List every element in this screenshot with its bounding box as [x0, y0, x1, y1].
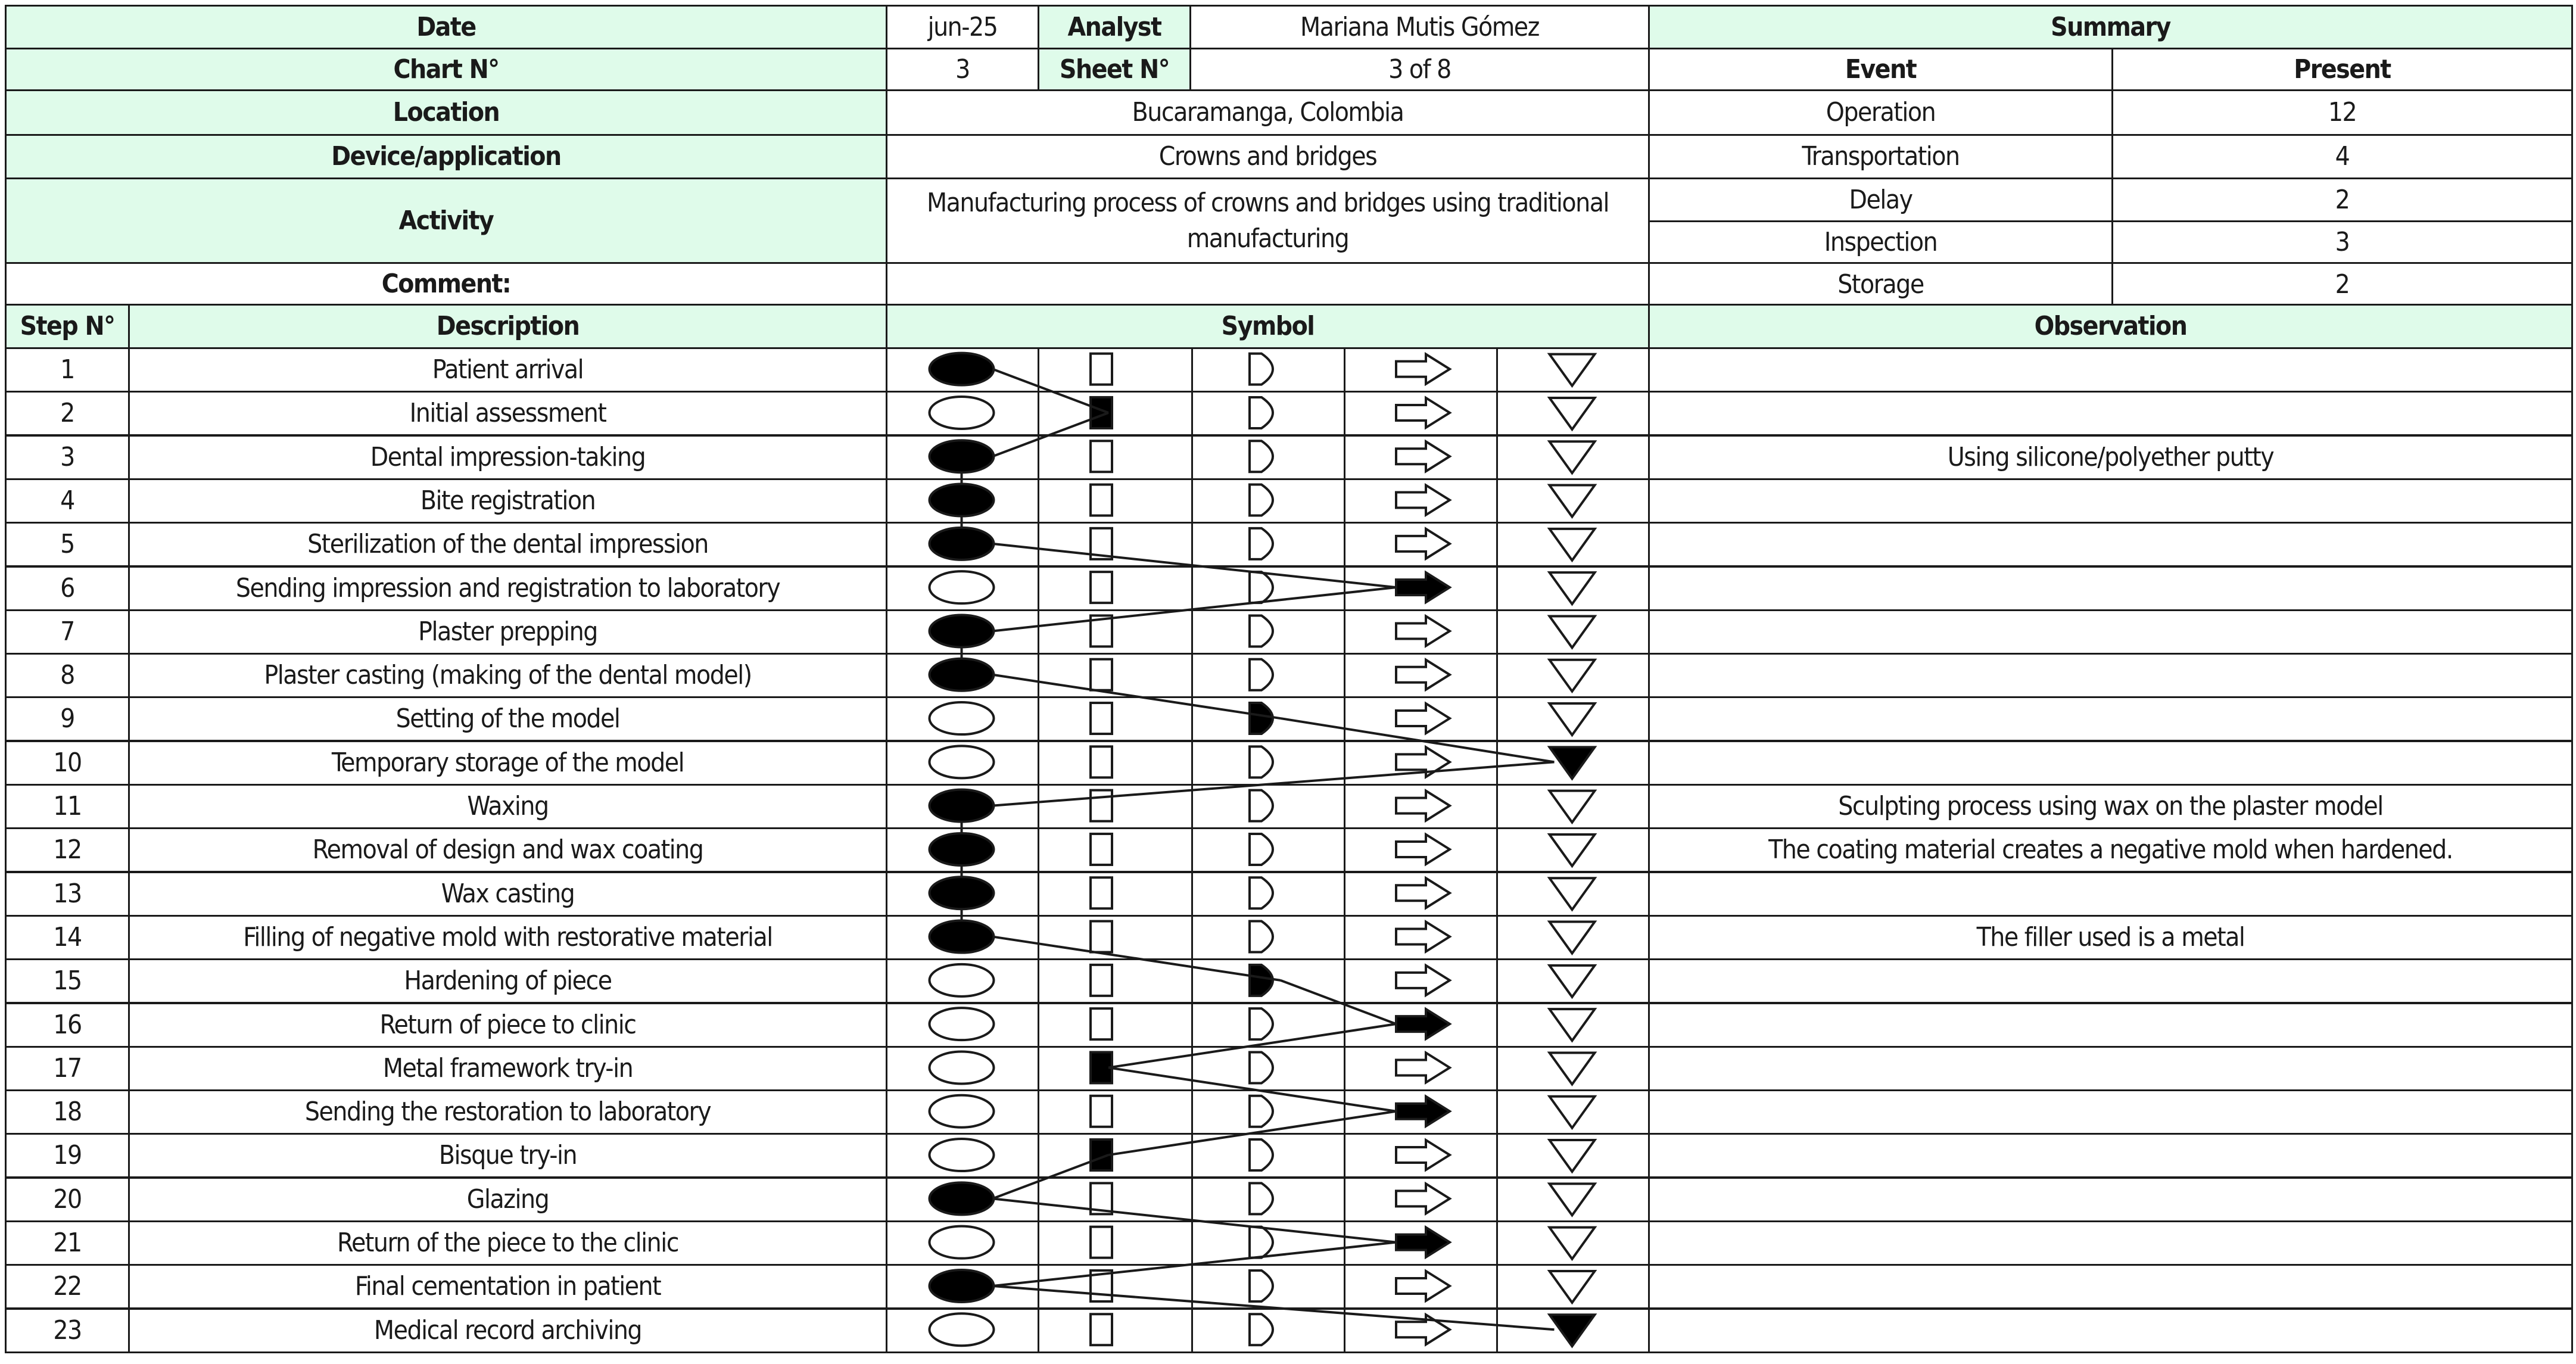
symbol-cell-transportation	[1344, 958, 1498, 1004]
step-number: 3	[5, 435, 130, 480]
symbol-cell-inspection	[1038, 871, 1193, 917]
step-number: 2	[5, 391, 130, 436]
symbol-cell-delay	[1191, 347, 1345, 393]
location-value: Bucaramanga, Colombia	[886, 89, 1650, 136]
symbol-cell-transportation	[1344, 740, 1498, 786]
step-observation: The coating material creates a negative mold when hardened.	[1648, 827, 2573, 873]
step-description: Return of piece to clinic	[128, 1002, 887, 1048]
symbol-cell-delay	[1191, 1133, 1345, 1178]
summary-title: Summary	[1648, 5, 2573, 49]
symbol-cell-storage	[1496, 522, 1650, 567]
step-number: 19	[5, 1133, 130, 1178]
step-observation	[1648, 1264, 2573, 1309]
step-number: 6	[5, 566, 130, 611]
symbol-cell-operation	[886, 347, 1039, 393]
description-header: Description	[128, 304, 887, 349]
symbol-cell-transportation	[1344, 391, 1498, 436]
symbol-cell-storage	[1496, 1264, 1650, 1309]
symbol-cell-operation	[886, 915, 1039, 960]
symbol-cell-storage	[1496, 696, 1650, 742]
symbol-cell-transportation	[1344, 915, 1498, 960]
symbol-cell-inspection	[1038, 784, 1193, 829]
symbol-cell-transportation	[1344, 1220, 1498, 1266]
step-description: Waxing	[128, 784, 887, 829]
symbol-cell-inspection	[1038, 1308, 1193, 1353]
symbol-cell-operation	[886, 391, 1039, 436]
symbol-cell-storage	[1496, 609, 1650, 655]
step-observation: Using silicone/polyether putty	[1648, 435, 2573, 480]
symbol-cell-operation	[886, 1308, 1039, 1353]
comment-label: Comment:	[5, 262, 887, 306]
summary-event-inspection: Inspection	[1648, 220, 2113, 264]
symbol-cell-storage	[1496, 566, 1650, 611]
symbol-cell-storage	[1496, 958, 1650, 1004]
symbol-cell-inspection	[1038, 1177, 1193, 1222]
symbol-cell-inspection	[1038, 478, 1193, 524]
symbol-cell-delay	[1191, 391, 1345, 436]
symbol-cell-delay	[1191, 958, 1345, 1004]
step-observation	[1648, 522, 2573, 567]
step-observation	[1648, 871, 2573, 917]
step-description: Initial assessment	[128, 391, 887, 436]
symbol-cell-delay	[1191, 1177, 1345, 1222]
step-description: Hardening of piece	[128, 958, 887, 1004]
symbol-cell-inspection	[1038, 1002, 1193, 1048]
symbol-cell-delay	[1191, 871, 1345, 917]
symbol-cell-transportation	[1344, 566, 1498, 611]
symbol-cell-operation	[886, 1220, 1039, 1266]
symbol-cell-storage	[1496, 915, 1650, 960]
symbol-cell-operation	[886, 522, 1039, 567]
step-number: 4	[5, 478, 130, 524]
symbol-cell-transportation	[1344, 1264, 1498, 1309]
symbol-cell-transportation	[1344, 696, 1498, 742]
activity-value: Manufacturing process of crowns and bridges using traditional manufacturing	[886, 177, 1650, 264]
symbol-cell-delay	[1191, 1264, 1345, 1309]
symbol-cell-storage	[1496, 1308, 1650, 1353]
summary-count-transportation: 4	[2111, 134, 2573, 179]
symbol-cell-operation	[886, 740, 1039, 786]
symbol-cell-inspection	[1038, 347, 1193, 393]
step-description: Metal framework try-in	[128, 1046, 887, 1091]
symbol-cell-operation	[886, 478, 1039, 524]
symbol-cell-transportation	[1344, 609, 1498, 655]
symbol-cell-delay	[1191, 522, 1345, 567]
step-number: 22	[5, 1264, 130, 1309]
step-description: Removal of design and wax coating	[128, 827, 887, 873]
symbol-cell-transportation	[1344, 653, 1498, 698]
symbol-cell-storage	[1496, 871, 1650, 917]
step-description: Glazing	[128, 1177, 887, 1222]
symbol-cell-delay	[1191, 435, 1345, 480]
step-number: 20	[5, 1177, 130, 1222]
step-observation	[1648, 1220, 2573, 1266]
symbol-cell-operation	[886, 1046, 1039, 1091]
symbol-cell-inspection	[1038, 1264, 1193, 1309]
step-number: 16	[5, 1002, 130, 1048]
symbol-cell-inspection	[1038, 609, 1193, 655]
symbol-cell-storage	[1496, 1133, 1650, 1178]
symbol-cell-transportation	[1344, 1046, 1498, 1091]
summary-present-header: Present	[2111, 48, 2573, 91]
summary-event-storage: Storage	[1648, 262, 2113, 307]
symbol-cell-inspection	[1038, 1046, 1193, 1091]
symbol-cell-transportation	[1344, 1002, 1498, 1048]
device-label: Device/application	[5, 134, 887, 179]
symbol-cell-delay	[1191, 915, 1345, 960]
symbol-cell-storage	[1496, 478, 1650, 524]
symbol-cell-inspection	[1038, 740, 1193, 786]
sheet-number-label: Sheet N°	[1038, 48, 1191, 91]
symbol-cell-inspection	[1038, 696, 1193, 742]
symbol-cell-inspection	[1038, 1089, 1193, 1135]
symbol-cell-operation	[886, 1177, 1039, 1222]
step-observation: Sculpting process using wax on the plaster model	[1648, 784, 2573, 829]
step-number: 10	[5, 740, 130, 786]
date-label: Date	[5, 5, 887, 49]
symbol-cell-delay	[1191, 1002, 1345, 1048]
symbol-cell-inspection	[1038, 566, 1193, 611]
analyst-label: Analyst	[1038, 5, 1191, 49]
step-description: Sending impression and registration to laboratory	[128, 566, 887, 611]
symbol-cell-transportation	[1344, 1177, 1498, 1222]
summary-count-inspection: 3	[2111, 220, 2573, 264]
symbol-cell-transportation	[1344, 478, 1498, 524]
step-description: Wax casting	[128, 871, 887, 917]
step-observation: The filler used is a metal	[1648, 915, 2573, 960]
symbol-cell-transportation	[1344, 1133, 1498, 1178]
symbol-cell-storage	[1496, 827, 1650, 873]
symbol-cell-transportation	[1344, 522, 1498, 567]
step-description: Plaster prepping	[128, 609, 887, 655]
symbol-cell-storage	[1496, 1220, 1650, 1266]
step-observation	[1648, 1177, 2573, 1222]
summary-event-header: Event	[1648, 48, 2113, 91]
sheet-number-value: 3 of 8	[1189, 48, 1650, 91]
step-observation	[1648, 566, 2573, 611]
step-observation	[1648, 653, 2573, 698]
symbol-cell-operation	[886, 1002, 1039, 1048]
step-number: 13	[5, 871, 130, 917]
summary-count-operation: 12	[2111, 89, 2573, 136]
symbol-cell-inspection	[1038, 522, 1193, 567]
step-observation	[1648, 696, 2573, 742]
symbol-cell-operation	[886, 696, 1039, 742]
step-description: Filling of negative mold with restorative material	[128, 915, 887, 960]
symbol-cell-inspection	[1038, 827, 1193, 873]
step-number: 17	[5, 1046, 130, 1091]
step-observation	[1648, 1089, 2573, 1135]
step-description: Final cementation in patient	[128, 1264, 887, 1309]
step-number: 8	[5, 653, 130, 698]
step-number: 1	[5, 347, 130, 393]
step-observation	[1648, 478, 2573, 524]
symbol-cell-delay	[1191, 1308, 1345, 1353]
symbol-cell-storage	[1496, 1089, 1650, 1135]
step-number: 9	[5, 696, 130, 742]
symbol-cell-transportation	[1344, 784, 1498, 829]
step-description: Sterilization of the dental impression	[128, 522, 887, 567]
comment-value	[886, 262, 1650, 306]
summary-count-delay: 2	[2111, 177, 2573, 222]
step-number: 5	[5, 522, 130, 567]
symbol-cell-operation	[886, 1089, 1039, 1135]
symbol-cell-delay	[1191, 740, 1345, 786]
chart-number-value: 3	[886, 48, 1039, 91]
symbol-cell-delay	[1191, 566, 1345, 611]
symbol-cell-operation	[886, 1133, 1039, 1178]
symbol-cell-delay	[1191, 784, 1345, 829]
symbol-cell-storage	[1496, 347, 1650, 393]
step-description: Bisque try-in	[128, 1133, 887, 1178]
symbol-cell-delay	[1191, 827, 1345, 873]
step-description: Bite registration	[128, 478, 887, 524]
analyst-value: Mariana Mutis Gómez	[1189, 5, 1650, 49]
step-observation	[1648, 1002, 2573, 1048]
symbol-cell-transportation	[1344, 1089, 1498, 1135]
step-observation	[1648, 958, 2573, 1004]
step-number: 7	[5, 609, 130, 655]
summary-count-storage: 2	[2111, 262, 2573, 307]
symbol-cell-delay	[1191, 1046, 1345, 1091]
step-number-header: Step N°	[5, 304, 130, 349]
symbol-cell-operation	[886, 566, 1039, 611]
step-description: Return of the piece to the clinic	[128, 1220, 887, 1266]
step-number: 12	[5, 827, 130, 873]
symbol-cell-delay	[1191, 1220, 1345, 1266]
symbol-cell-storage	[1496, 1002, 1650, 1048]
step-description: Setting of the model	[128, 696, 887, 742]
step-description: Patient arrival	[128, 347, 887, 393]
symbol-cell-operation	[886, 958, 1039, 1004]
symbol-cell-transportation	[1344, 827, 1498, 873]
symbol-cell-inspection	[1038, 435, 1193, 480]
step-observation	[1648, 609, 2573, 655]
step-description: Dental impression-taking	[128, 435, 887, 480]
step-number: 11	[5, 784, 130, 829]
symbol-cell-inspection	[1038, 1133, 1193, 1178]
symbol-cell-transportation	[1344, 347, 1498, 393]
symbol-cell-transportation	[1344, 435, 1498, 480]
symbol-cell-storage	[1496, 1046, 1650, 1091]
symbol-cell-storage	[1496, 653, 1650, 698]
symbol-cell-operation	[886, 1264, 1039, 1309]
symbol-cell-operation	[886, 435, 1039, 480]
symbol-cell-inspection	[1038, 1220, 1193, 1266]
symbol-cell-inspection	[1038, 653, 1193, 698]
step-observation	[1648, 391, 2573, 436]
symbol-header: Symbol	[886, 304, 1650, 349]
symbol-cell-inspection	[1038, 391, 1193, 436]
summary-event-operation: Operation	[1648, 89, 2113, 136]
step-description: Plaster casting (making of the dental model)	[128, 653, 887, 698]
step-number: 21	[5, 1220, 130, 1266]
step-number: 14	[5, 915, 130, 960]
step-observation	[1648, 1308, 2573, 1353]
device-value: Crowns and bridges	[886, 134, 1650, 179]
step-observation	[1648, 347, 2573, 393]
symbol-cell-delay	[1191, 696, 1345, 742]
step-number: 18	[5, 1089, 130, 1135]
symbol-cell-inspection	[1038, 915, 1193, 960]
step-description: Sending the restoration to laboratory	[128, 1089, 887, 1135]
symbol-cell-storage	[1496, 784, 1650, 829]
symbol-cell-storage	[1496, 740, 1650, 786]
chart-number-label: Chart N°	[5, 48, 887, 91]
activity-label: Activity	[5, 177, 887, 264]
symbol-cell-operation	[886, 653, 1039, 698]
step-description: Medical record archiving	[128, 1308, 887, 1353]
symbol-cell-inspection	[1038, 958, 1193, 1004]
symbol-cell-delay	[1191, 653, 1345, 698]
symbol-cell-operation	[886, 784, 1039, 829]
symbol-cell-storage	[1496, 391, 1650, 436]
summary-event-delay: Delay	[1648, 177, 2113, 222]
symbol-cell-transportation	[1344, 871, 1498, 917]
summary-event-transportation: Transportation	[1648, 134, 2113, 179]
symbol-cell-delay	[1191, 609, 1345, 655]
step-observation	[1648, 1133, 2573, 1178]
symbol-cell-operation	[886, 871, 1039, 917]
step-observation	[1648, 740, 2573, 786]
symbol-cell-operation	[886, 827, 1039, 873]
date-value: jun-25	[886, 5, 1039, 49]
symbol-cell-storage	[1496, 435, 1650, 480]
step-observation	[1648, 1046, 2573, 1091]
symbol-cell-transportation	[1344, 1308, 1498, 1353]
symbol-cell-operation	[886, 609, 1039, 655]
step-number: 15	[5, 958, 130, 1004]
step-number: 23	[5, 1308, 130, 1353]
symbol-cell-storage	[1496, 1177, 1650, 1222]
location-label: Location	[5, 89, 887, 136]
observation-header: Observation	[1648, 304, 2573, 349]
symbol-cell-delay	[1191, 478, 1345, 524]
step-description: Temporary storage of the model	[128, 740, 887, 786]
symbol-cell-delay	[1191, 1089, 1345, 1135]
